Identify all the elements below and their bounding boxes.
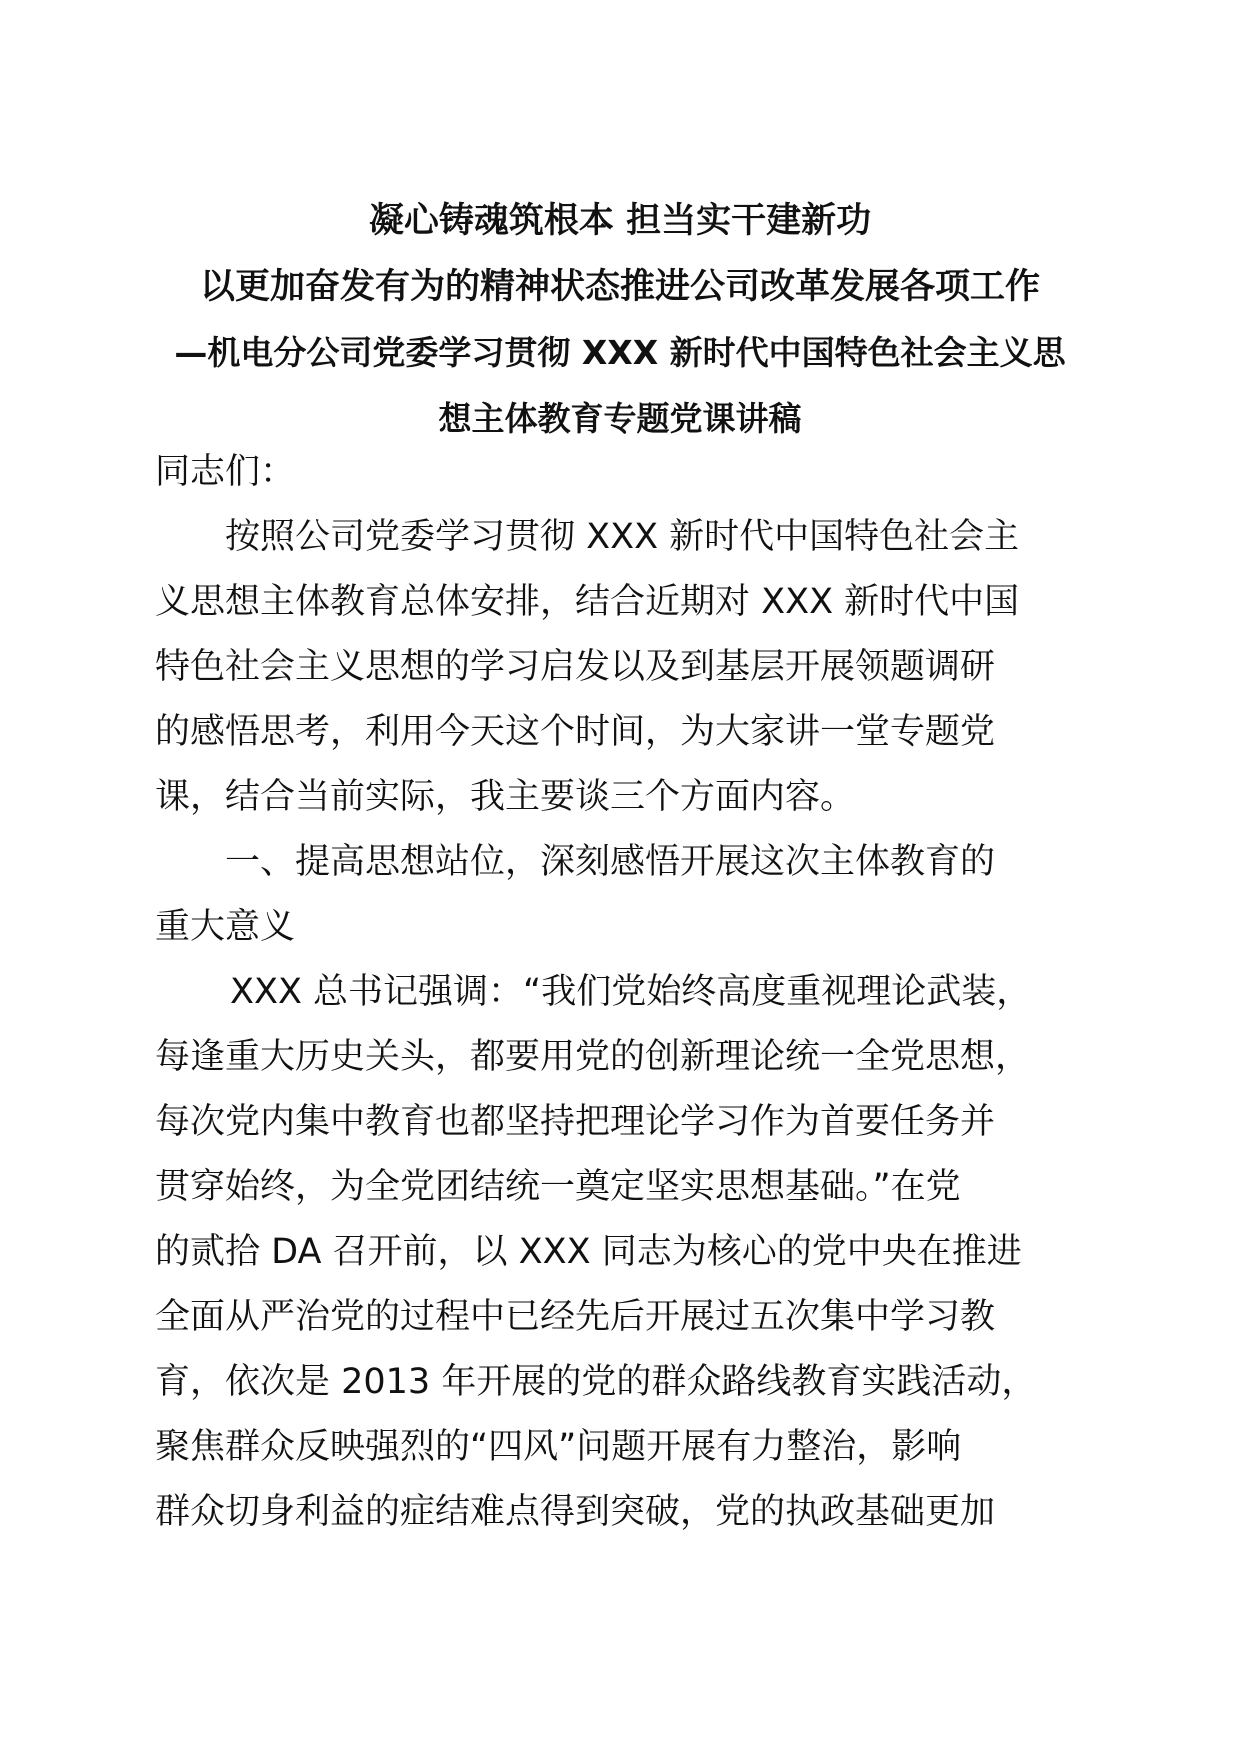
paragraph-line: 全面从严治党的过程中已经先后开展过五次集中学习教 [155, 1297, 996, 1337]
paragraph-line: XXX 总书记强调：“我们党始终高度重视理论武装， [230, 972, 1032, 1012]
paragraph-line: 聚焦群众反映强烈的“四风”问题开展有力整治，影响 [155, 1427, 962, 1467]
document-title [130, 188, 1110, 452]
paragraph-line: 的贰拾 DA 召开前，以 XXX 同志为核心的党中央在推进 [155, 1232, 1022, 1272]
greeting: 同志们： [155, 452, 296, 492]
section-heading-1 [155, 830, 1095, 960]
subtitle-line-2: 想主体教育专题党课讲稿 [438, 399, 802, 438]
paragraph-line: 课，结合当前实际，我主要谈三个方面内容。 [155, 777, 856, 817]
paragraph-line: 贯穿始终，为全党团结统一奠定坚实思想基础。”在党 [155, 1167, 961, 1207]
paragraph-2 [155, 960, 1095, 1545]
subtitle-line-1: —机电分公司党委学习贯彻 XXX 新时代中国特色社会主义思 [174, 333, 1066, 372]
title-line-1: 凝心铸魂筑根本 担当实干建新功 [368, 201, 872, 241]
paragraph-line: 每逢重大历史关头，都要用党的创新理论统一全党思想， [155, 1037, 1031, 1077]
paragraph-line: 每次党内集中教育也都坚持把理论学习作为首要任务并 [155, 1102, 996, 1142]
paragraph-line: 群众切身利益的症结难点得到突破，党的执政基础更加 [155, 1492, 996, 1532]
paragraph-line: 的感悟思考，利用今天这个时间，为大家讲一堂专题党 [155, 712, 996, 752]
paragraph-line: 义思想主体教育总体安排，结合近期对 XXX 新时代中国 [155, 582, 1020, 622]
paragraph-line: 按照公司党委学习贯彻 XXX 新时代中国特色社会主 [225, 517, 1020, 557]
heading-line: 重大意义 [155, 907, 296, 947]
paragraph-line: 育，依次是 2013 年开展的党的群众路线教育实践活动， [155, 1362, 1037, 1402]
heading-line: 一、提高思想站位，深刻感悟开展这次主体教育的 [225, 842, 996, 882]
title-line-2: 以更加奋发有为的精神状态推进公司改革发展各项工作 [199, 267, 1040, 307]
document-body [155, 440, 1095, 1545]
paragraph-line: 特色社会主义思想的学习启发以及到基层开展领题调研 [155, 647, 996, 687]
paragraph-1 [155, 505, 1095, 830]
